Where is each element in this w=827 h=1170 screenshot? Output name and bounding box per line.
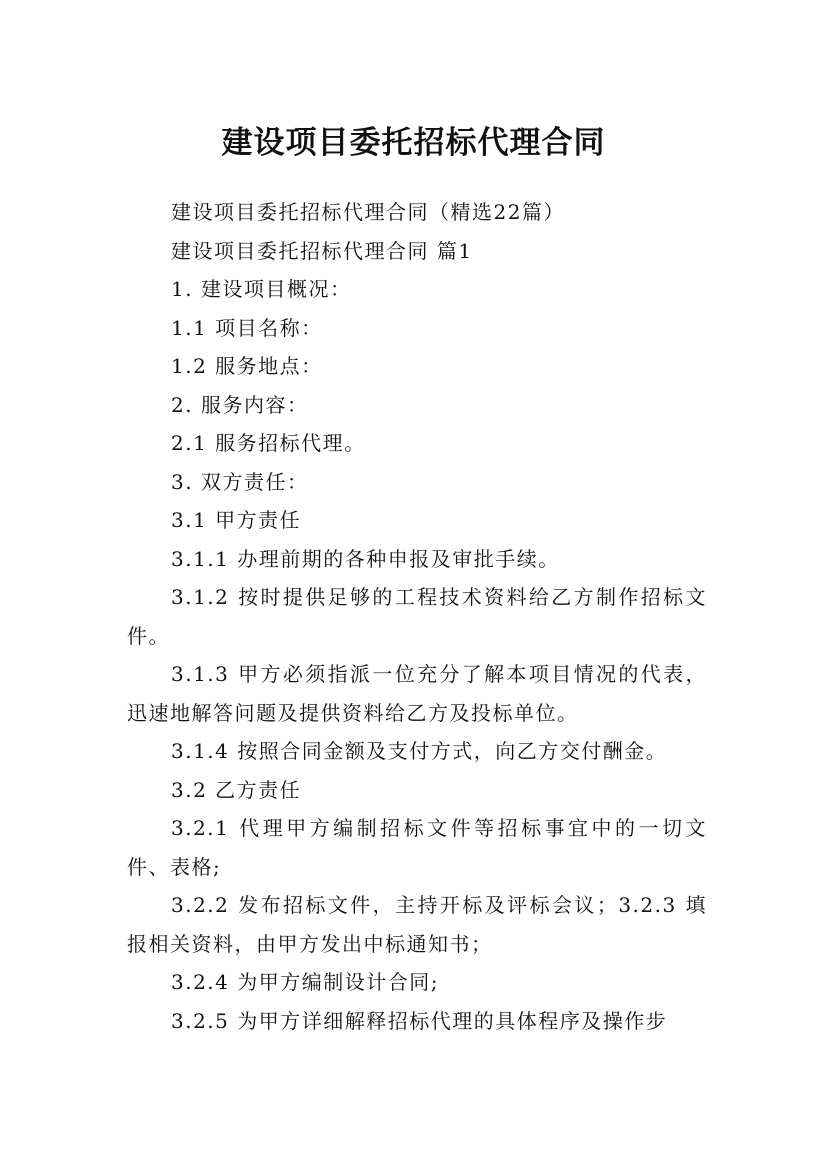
paragraph: 3.2.5 为甲方详细解释招标代理的具体程序及操作步: [171, 1008, 668, 1033]
document-title: 建设项目委托招标代理合同: [221, 124, 606, 161]
paragraph: 3.2.1 代理甲方编制招标文件等招标事宜中的一切文件、表格;: [127, 816, 707, 879]
paragraph: 3.2.2 发布招标文件，主持开标及评标会议；3.2.3 填报相关资料，由甲方发出中标通知书；: [127, 893, 707, 956]
document-body: [127, 193, 707, 1040]
paragraph: 3.1.2 按时提供足够的工程技术资料给乙方制作招标文件。: [127, 585, 707, 648]
paragraph: 建设项目委托招标代理合同 篇1: [171, 238, 473, 263]
paragraph: 2.1 服务招标代理。: [171, 431, 366, 455]
paragraph: 3. 双方责任：: [171, 469, 309, 494]
paragraph: 1.1 项目名称：: [171, 315, 323, 340]
paragraph: 1.2 服务地点：: [171, 354, 323, 378]
paragraph: 1. 建设项目概况：: [171, 277, 352, 301]
paragraph: 3.2 乙方责任: [171, 777, 302, 802]
paragraph: 3.1 甲方责任: [171, 508, 302, 532]
paragraph: 3.1.3 甲方必须指派一位充分了解本项目情况的代表，迅速地解答问题及提供资料给乙方及投标单位。: [127, 662, 707, 725]
paragraph: 建设项目委托招标代理合同（精选22篇）: [171, 200, 565, 224]
paragraph: 3.1.4 按照合同金额及支付方式，向乙方交付酬金。: [171, 739, 668, 763]
paragraph: 3.1.1 办理前期的各种申报及审批手续。: [171, 546, 560, 571]
paragraph: 2. 服务内容：: [171, 392, 309, 417]
paragraph: 3.2.4 为甲方编制设计合同;: [171, 970, 439, 994]
